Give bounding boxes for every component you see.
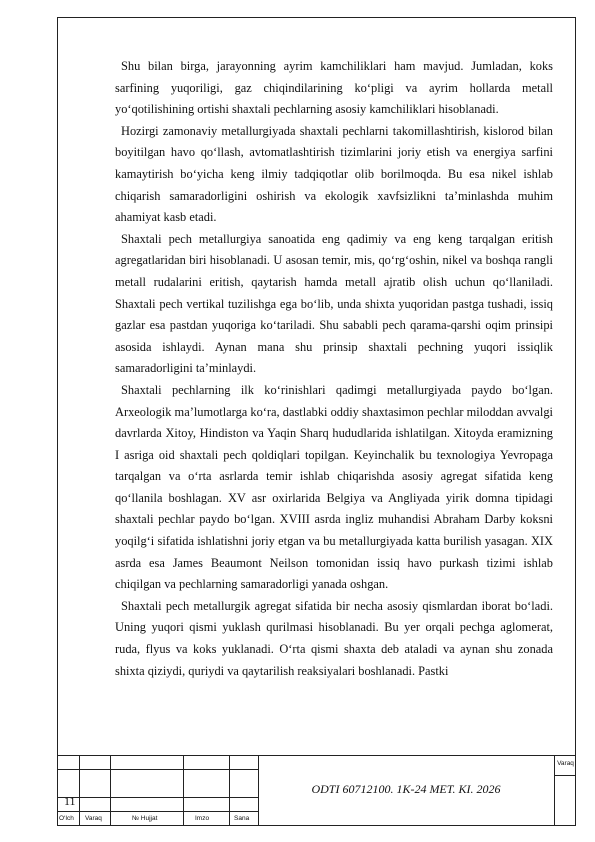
paragraph-3: Shaxtali pech metallurgiya sanoatida eng qadimiy va eng keng tarqalgan eritish agregatlaridan biri hisoblanadi. U asosan temir, mis, qo‘rg‘oshin, nikel va boshqa rangli metall rudalarini eritish, qaytarish hamda metall ajratib olish uchun qo‘llaniladi. Shaxtali pech vertikal tuzilishga ega bo‘lib, unda shixta yuqoridan pastga tushadi, issiq gazlar esa pastdan yuqoriga ko‘tariladi. Shu sababli pech qarama-qarshi oqim prinsipi asosida ishlaydi. Aynan mana shu prinsip shaxtali pechning yuqori issiqlik samaradorligini ta’minlaydi. (115, 231, 553, 376)
paragraph-1: Shu bilan birga, jarayonning ayrim kamchiliklari ham mavjud. Jumladan, koks sarfining yuqoriligi, gaz chiqindilarining ko‘pligi va ayrim hollarda metall yo‘qotilishining ortishi shaxtali pechlarning asosiy kamchiliklari hisoblanadi. (115, 59, 553, 117)
col-sana: Sana (234, 815, 250, 822)
col-varaq: Varaq (85, 815, 102, 822)
document-code: ODTI 60712100. 1K-24 MET. KI. 2026 (311, 782, 501, 796)
sheet-number: 11 (64, 794, 76, 808)
col-olch: O‘lch (59, 815, 74, 822)
paragraph-4: Shaxtali pechlarning ilk ko‘rinishlari qadimgi metallurgiyada paydo bo‘lgan. Arxeologik ma’lumotlarga ko‘ra, dastlabki oddiy shaxtasimon pechlar miloddan avvalgi davrlarda Xitoy, Hindiston va Yaqin Sharq hududlarida ishlatilgan. Xitoyda eramizning I asriga oid shaxtali pech qoldiqlari topilgan. Keyinchalik bu texnologiya Yevropaga tarqalgan va o‘rta asrlarda temir ishlab chiqarishda asosiy agregat sifatida keng qo‘llanila boshlagan. XV asr oxirlarida Belgiya va Angliyada yirik domna tipidagi shaxtali pechlar paydo bo‘lgan. XVIII asrda ingliz muhandisi Abraham Darby koksni yoqilg‘i sifatida ishlatishni joriy etgan va bu metallurgiyada katta burilish yasagan. XIX asrda esa James Beaumont Neilson tomonidan issiq havo purkash tizimi ishlab chiqilgan va pechlarning samaradorligi yanada oshgan. (115, 382, 553, 592)
col-imzo: Imzo (195, 815, 210, 822)
sheet-label: Varaq (557, 760, 574, 767)
document-body (115, 56, 553, 682)
col-hujjat: № Hujjat (132, 815, 158, 822)
paragraph-5: Shaxtali pech metallurgik agregat sifatida bir necha asosiy qismlardan iborat bo‘ladi. Uning yuqori qismi yuklash qurilmasi hisoblanadi. Bu yer orqali pechga aglomerat, ruda, flyus va koks yuklanadi. O‘rta qismi shaxta deb ataladi va aynan shu zonada shixta qiziydi, quriydi va qaytarilish reaksiyalari boshlanadi. Pastki (115, 598, 553, 678)
paragraph-2: Hozirgi zamonaviy metallurgiyada shaxtali pechlarni takomillashtirish, kislorod bilan boyitilgan havo qo‘llash, avtomatlashtirish tizimlarini joriy etish va energiya sarfini kamaytirish bo‘yicha keng ilmiy tadqiqotlar olib borilmoqda. Bu esa nikel ishlab chiqarish samaradorligini oshirish va ekologik xavfsizlikni ta’minlashda muhim ahamiyat kasb etadi. (115, 123, 553, 225)
